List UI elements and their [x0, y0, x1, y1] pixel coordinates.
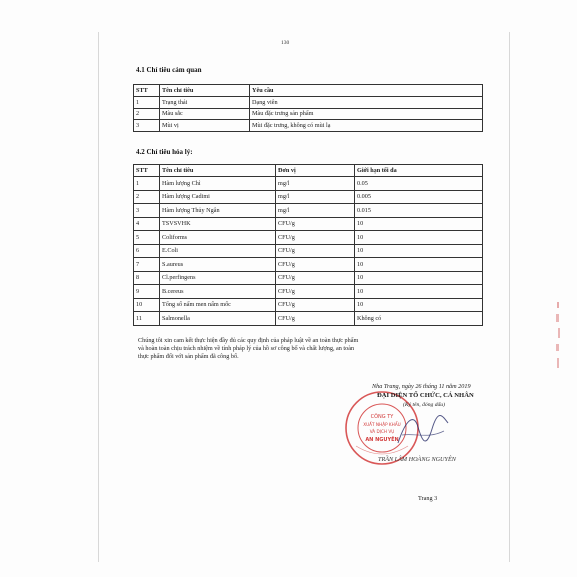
header-criteria-name: Tên chỉ tiêu	[160, 165, 276, 177]
table-cell: 3	[134, 120, 160, 132]
stamp-text: CÔNG TY	[370, 414, 394, 420]
table-cell: 10	[355, 285, 483, 299]
table-cell: Trạng thái	[160, 97, 250, 109]
table-cell: 10	[355, 298, 483, 312]
table-cell: Hàm lượng Cadimi	[160, 190, 276, 204]
representative-title: ĐẠI DIỆN TỔ CHỨC, CÁ NHÂN	[377, 392, 474, 399]
table-cell: Mùi đặc trưng, không có mùi lạ	[250, 120, 483, 132]
header-stt: STT	[134, 85, 160, 97]
commitment-paragraph	[138, 337, 483, 361]
table-cell: B.cereus	[160, 285, 276, 299]
table-cell: Dạng viên	[250, 97, 483, 109]
table-cell: 6	[134, 244, 160, 258]
table-cell: 10	[355, 271, 483, 285]
table-cell: 10	[134, 298, 160, 312]
page-number: 130	[281, 40, 290, 46]
table-cell: Cl.perfingens	[160, 271, 276, 285]
table-row	[134, 298, 483, 312]
table-cell: 5	[134, 231, 160, 245]
signer-name: TRẦN LÂM HOÀNG NGUYÊN	[378, 456, 456, 463]
representative-subtitle: (Ký tên, đóng dấu)	[403, 402, 445, 408]
table-cell: CFU/g	[276, 217, 355, 231]
header-stt: STT	[134, 165, 160, 177]
table-cell: TSVSVHK	[160, 217, 276, 231]
table-cell: CFU/g	[276, 258, 355, 272]
table-cell: CFU/g	[276, 271, 355, 285]
header-unit: Đơn vị	[276, 165, 355, 177]
table-row	[134, 120, 483, 132]
table-cell: 3	[134, 204, 160, 218]
table-cell: 4	[134, 217, 160, 231]
section-title-sensory: 4.1 Chỉ tiêu cảm quan	[136, 66, 202, 74]
table-cell: E.Coli	[160, 244, 276, 258]
section-title-physicochemical: 4.2 Chỉ tiêu hóa lý:	[136, 148, 193, 156]
table-row	[134, 244, 483, 258]
table-cell: 7	[134, 258, 160, 272]
stamp-text: XUẤT NHẬP KHẨU	[363, 422, 401, 427]
sensory-criteria-table	[133, 84, 483, 132]
table-cell: 2	[134, 108, 160, 120]
table-cell: 1	[134, 177, 160, 191]
table-cell: 0.015	[355, 204, 483, 218]
table-cell: Salmonella	[160, 312, 276, 326]
table-header-row	[134, 85, 483, 97]
table-cell: S.aureus	[160, 258, 276, 272]
table-row	[134, 108, 483, 120]
stamp-text: AN NGUYÊN	[365, 437, 399, 443]
place-date: Nha Trang, ngày 26 tháng 11 năm 2019	[372, 383, 471, 390]
header-max-limit: Giới hạn tối đa	[355, 165, 483, 177]
table-cell: 10	[355, 244, 483, 258]
table-cell: Hàm lượng Thủy Ngân	[160, 204, 276, 218]
table-cell: mg/l	[276, 177, 355, 191]
physicochemical-criteria-table	[133, 164, 483, 326]
table-cell: 2	[134, 190, 160, 204]
table-row	[134, 285, 483, 299]
table-cell: 11	[134, 312, 160, 326]
table-cell: 10	[355, 217, 483, 231]
table-cell: 8	[134, 271, 160, 285]
table-row	[134, 204, 483, 218]
table-cell: 0.05	[355, 177, 483, 191]
table-cell: Màu sắc	[160, 108, 250, 120]
table-cell: Coliforms	[160, 231, 276, 245]
header-criteria-name: Tên chỉ tiêu	[160, 85, 250, 97]
table-cell: CFU/g	[276, 298, 355, 312]
table-cell: CFU/g	[276, 285, 355, 299]
table-cell: Màu đặc trưng sản phẩm	[250, 108, 483, 120]
table-cell: 9	[134, 285, 160, 299]
table-cell: Hàm lượng Chì	[160, 177, 276, 191]
table-cell: CFU/g	[276, 231, 355, 245]
table-row	[134, 177, 483, 191]
table-cell: Không có	[355, 312, 483, 326]
table-cell: mg/l	[276, 204, 355, 218]
table-row	[134, 312, 483, 326]
table-cell: Mùi vị	[160, 120, 250, 132]
table-row	[134, 258, 483, 272]
table-row	[134, 271, 483, 285]
page-footer: Trang 3	[418, 495, 438, 502]
header-requirement: Yêu cầu	[250, 85, 483, 97]
table-cell: 10	[355, 258, 483, 272]
edge-stamp-marks	[553, 300, 567, 380]
table-cell: CFU/g	[276, 244, 355, 258]
table-cell: Tổng số nấm men nấm mốc	[160, 298, 276, 312]
table-row	[134, 190, 483, 204]
commitment-line: thực phẩm đối với sản phẩm đã công bố.	[138, 353, 239, 360]
handwritten-signature	[392, 405, 452, 455]
commitment-line: và hoàn toàn chịu trách nhiệm về tính pháp lý của hồ sơ công bố và chất lượng, an toàn	[138, 345, 355, 352]
table-row	[134, 217, 483, 231]
table-cell: mg/l	[276, 190, 355, 204]
commitment-line: Chúng tôi xin cam kết thực hiện đầy đủ các quy định của pháp luật về an toàn thực phẩm	[138, 337, 359, 344]
stamp-text: VÀ DỊCH VỤ	[369, 429, 395, 434]
table-cell: CFU/g	[276, 312, 355, 326]
table-cell: 0.005	[355, 190, 483, 204]
table-cell: 1	[134, 97, 160, 109]
table-row	[134, 231, 483, 245]
table-header-row	[134, 165, 483, 177]
table-cell: 10	[355, 231, 483, 245]
table-row	[134, 97, 483, 109]
